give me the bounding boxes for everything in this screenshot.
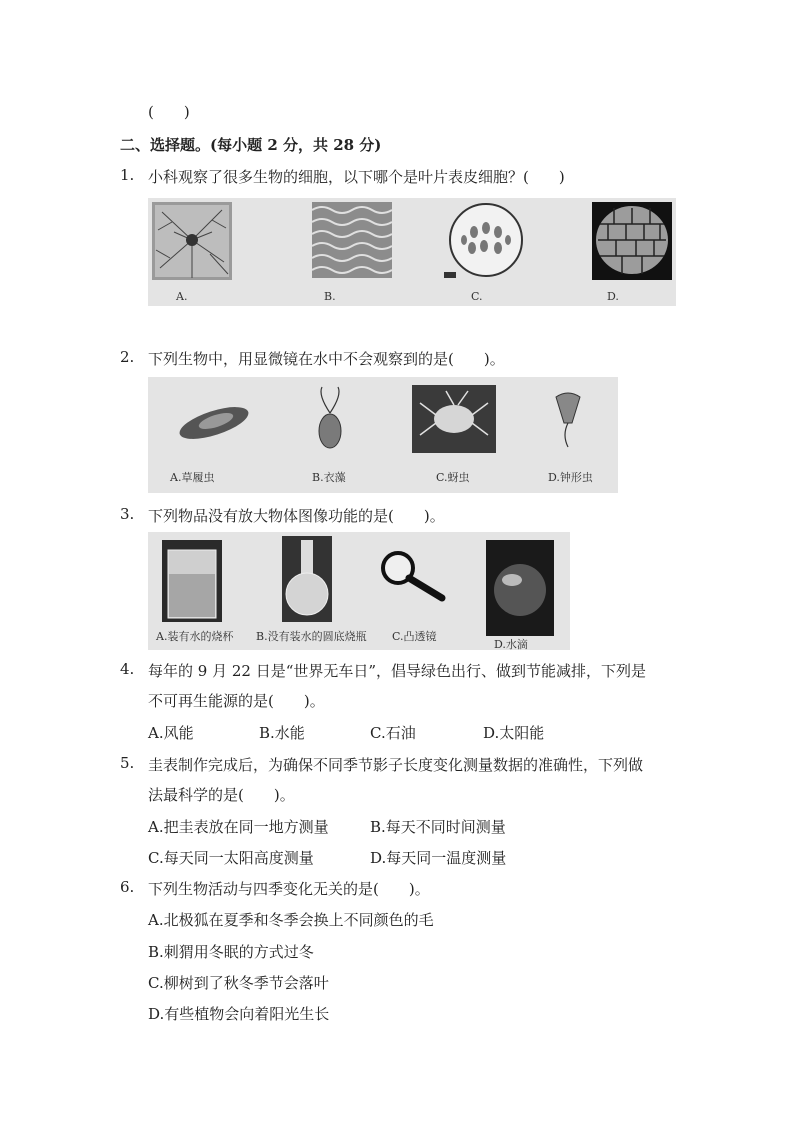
option-d: D.太阳能	[483, 724, 545, 742]
option-b: B.水能	[259, 724, 305, 742]
image-label: C.凸透镜	[392, 630, 437, 643]
question-number: 3.	[120, 505, 135, 523]
leaf-epidermis-image	[592, 202, 672, 280]
question-text: 下列生物中，用显微镜在水中不会观察到的是( )。	[148, 350, 505, 368]
question-number: 6.	[120, 878, 135, 896]
image-label: B.	[324, 290, 336, 303]
question-text: 圭表制作完成后，为确保不同季节影子长度变化测量数据的准确性，下列做	[148, 756, 644, 774]
question-text: 小科观察了很多生物的细胞，以下哪个是叶片表皮细胞？( )	[148, 168, 565, 186]
question-text: 下列生物活动与四季变化无关的是( )。	[148, 880, 430, 898]
answer-paren: ( )	[148, 103, 190, 121]
paramecium-image	[176, 399, 252, 445]
image-label: A.草履虫	[170, 471, 215, 484]
option-a: A.风能	[148, 724, 194, 742]
option-b: B.每天不同时间测量	[370, 818, 506, 836]
option-c: C.石油	[370, 724, 416, 742]
chlamydomonas-image	[310, 385, 350, 451]
petri-cells-image	[444, 202, 528, 280]
image-label: D.钟形虫	[548, 471, 593, 484]
image-label: B.衣藻	[312, 471, 346, 484]
magnifier-image	[378, 550, 452, 606]
question-text: 法最科学的是( )。	[148, 786, 295, 804]
round-flask-image	[282, 536, 332, 622]
question-number: 5.	[120, 754, 135, 772]
section-title: 二、选择题。(每小题 2 分，共 28 分)	[120, 136, 382, 154]
question-text: 下列物品没有放大物体图像功能的是( )。	[148, 507, 445, 525]
question-number: 4.	[120, 660, 135, 678]
option-d: D.每天同一温度测量	[370, 849, 507, 867]
aphid-image	[412, 385, 496, 453]
question-2-images	[148, 377, 618, 493]
option-a: A.北极狐在夏季和冬季会换上不同颜色的毛	[148, 911, 434, 929]
image-label: A.装有水的烧杯	[156, 630, 234, 643]
option-a: A.把圭表放在同一地方测量	[148, 818, 329, 836]
image-label: C.蚜虫	[436, 471, 470, 484]
option-d: D.有些植物会向着阳光生长	[148, 1005, 330, 1023]
image-label: D.	[607, 290, 619, 303]
image-label: C.	[471, 290, 483, 303]
question-number: 1.	[120, 166, 135, 184]
question-number: 2.	[120, 348, 135, 366]
option-c: C.柳树到了秋冬季节会落叶	[148, 974, 329, 992]
image-label: A.	[176, 290, 188, 303]
question-3-images	[148, 532, 570, 650]
water-drop-image	[486, 540, 554, 636]
neuron-cell-image	[152, 202, 232, 280]
option-c: C.每天同一太阳高度测量	[148, 849, 314, 867]
image-label: B.没有装水的圆底烧瓶	[256, 630, 367, 643]
question-text: 不可再生能源的是( )。	[148, 692, 325, 710]
option-b: B.刺猬用冬眠的方式过冬	[148, 943, 314, 961]
vorticella-image	[550, 389, 586, 449]
wavy-cells-image	[312, 202, 392, 278]
beaker-image	[162, 540, 222, 622]
question-text: 每年的 9 月 22 日是“世界无车日”，倡导绿色出行、做到节能减排，下列是	[148, 662, 647, 680]
question-1-images	[148, 198, 676, 306]
image-label: D.水滴	[494, 638, 528, 650]
